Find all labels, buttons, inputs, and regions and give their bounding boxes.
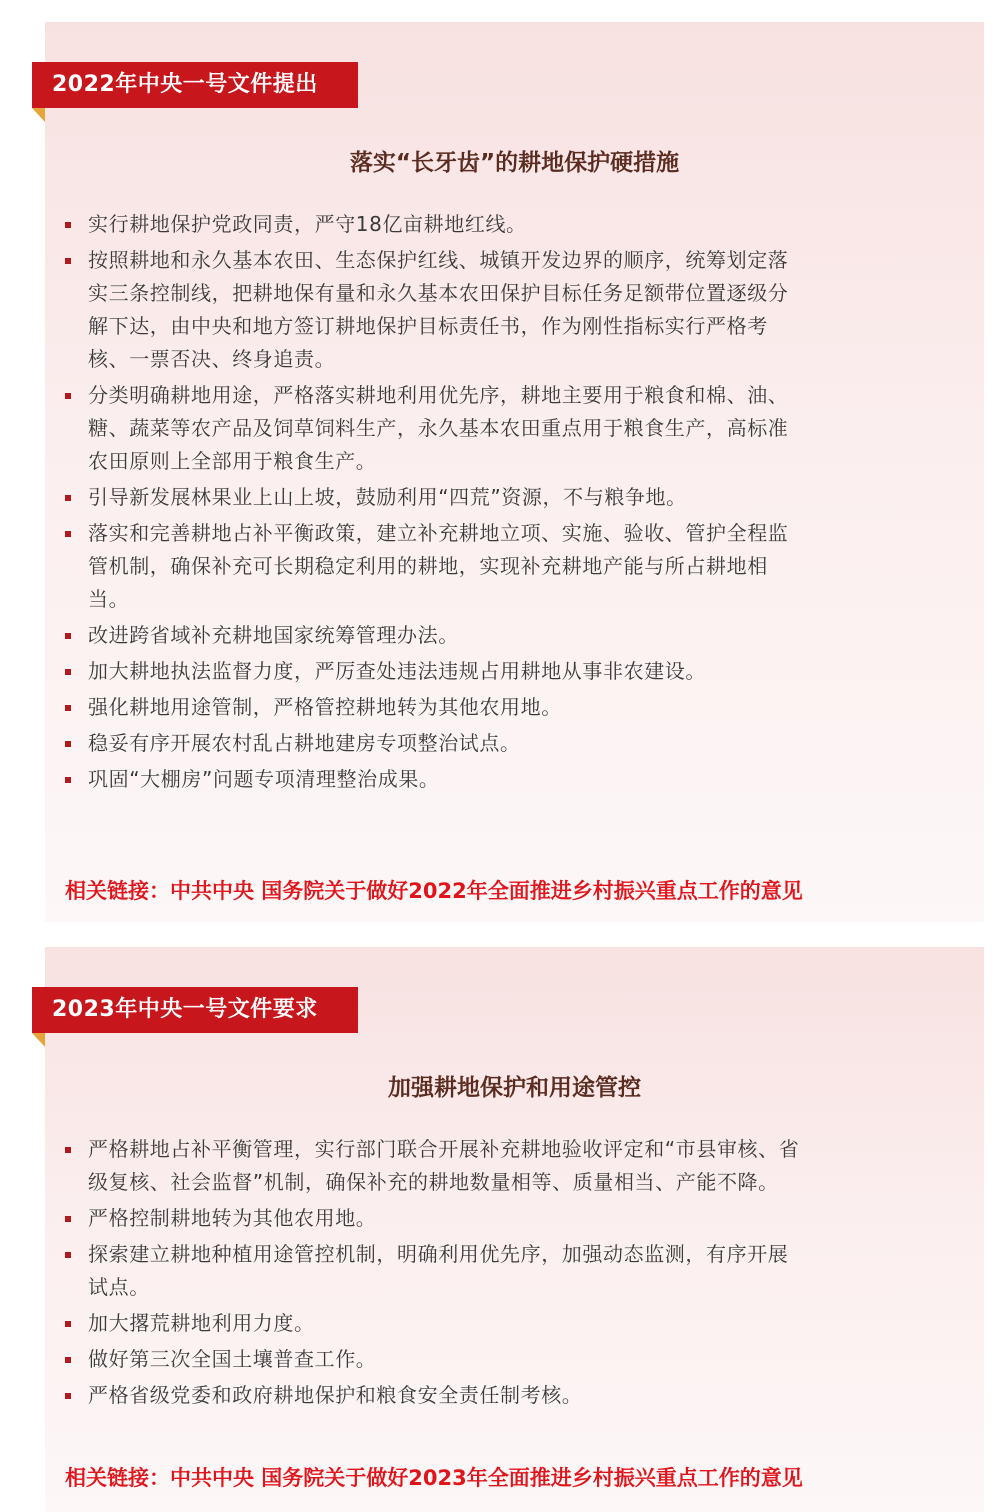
bullet-square-icon <box>65 1357 71 1363</box>
list-item-text: 严格控制耕地转为其他农用地。 <box>88 1206 377 1230</box>
list-item <box>65 655 805 688</box>
list-item-text: 落实和完善耕地占补平衡政策，建立补充耕地立项、实施、验收、管护全程监管机制，确保补充可长期稳定利用的耕地，实现补充耕地产能与所占耕地相当。 <box>88 521 789 611</box>
section-card-2023 <box>45 947 984 1512</box>
list-item <box>65 1238 805 1304</box>
list-item-text: 引导新发展林果业上山上坡，鼓励利用“四荒”资源，不与粮争地。 <box>88 485 687 509</box>
bullet-square-icon <box>65 633 71 639</box>
list-item <box>65 691 805 724</box>
bullet-square-icon <box>65 1216 71 1222</box>
bullet-square-icon <box>65 393 71 399</box>
bullet-square-icon <box>65 705 71 711</box>
list-item-text: 加大撂荒耕地利用力度。 <box>88 1311 315 1335</box>
list-item <box>65 1379 805 1412</box>
bullet-square-icon <box>65 741 71 747</box>
list-item-text: 巩固“大棚房”问题专项清理整治成果。 <box>88 767 440 791</box>
bullet-square-icon <box>65 531 71 537</box>
list-item <box>65 481 805 514</box>
list-item-text: 探索建立耕地种植用途管控机制，明确利用优先序，加强动态监测，有序开展试点。 <box>88 1242 789 1299</box>
list-item <box>65 517 805 616</box>
bullet-square-icon <box>65 222 71 228</box>
list-item-text: 实行耕地保护党政同责，严守18亿亩耕地红线。 <box>88 212 527 236</box>
bullet-square-icon <box>65 495 71 501</box>
bullet-square-icon <box>65 777 71 783</box>
ribbon-fold <box>32 1033 45 1047</box>
section-card-2022 <box>45 22 984 922</box>
list-item-text: 稳妥有序开展农村乱占耕地建房专项整治试点。 <box>88 731 521 755</box>
list-item-text: 强化耕地用途管制，严格管控耕地转为其他农用地。 <box>88 695 562 719</box>
list-item-text: 严格耕地占补平衡管理，实行部门联合开展补充耕地验收评定和“市县审核、省级复核、社会监督”机制，确保补充的耕地数量相等、质量相当、产能不降。 <box>88 1137 800 1194</box>
list-item <box>65 1202 805 1235</box>
measure-list <box>65 1133 805 1415</box>
list-item-text: 严格省级党委和政府耕地保护和粮食安全责任制考核。 <box>88 1383 583 1407</box>
bullet-square-icon <box>65 258 71 264</box>
list-item <box>65 244 805 376</box>
section-title: 落实“长牙齿”的耕地保护硬措施 <box>349 150 680 176</box>
bullet-square-icon <box>65 1252 71 1258</box>
list-item-text: 分类明确耕地用途，严格落实耕地利用优先序，耕地主要用于粮食和棉、油、糖、蔬菜等农产品及饲草饲料生产，永久基本农田重点用于粮食生产，高标准农田原则上全部用于粮食生产。 <box>88 383 789 473</box>
list-item <box>65 727 805 760</box>
list-item <box>65 619 805 652</box>
list-item <box>65 379 805 478</box>
list-item-text: 做好第三次全国土壤普查工作。 <box>88 1347 377 1371</box>
bullet-square-icon <box>65 1393 71 1399</box>
list-item-text: 按照耕地和永久基本农田、生态保护红线、城镇开发边界的顺序，统筹划定落实三条控制线，把耕地保有量和永久基本农田保护目标任务足额带位置逐级分解下达，由中央和地方签订耕地保护目标责任书，作为刚性指标实行严格考核、一票否决、终身追责。 <box>88 248 789 371</box>
section-title: 加强耕地保护和用途管控 <box>388 1075 641 1101</box>
list-item-text: 加大耕地执法监督力度，严厉查处违法违规占用耕地从事非农建设。 <box>88 659 706 683</box>
measure-list <box>65 208 805 799</box>
list-item <box>65 763 805 796</box>
related-link[interactable]: 相关链接：中共中央 国务院关于做好2022年全面推进乡村振兴重点工作的意见 <box>65 879 803 903</box>
list-item <box>65 1307 805 1340</box>
bullet-square-icon <box>65 1321 71 1327</box>
list-item <box>65 1133 805 1199</box>
list-item <box>65 1343 805 1376</box>
list-item <box>65 208 805 241</box>
section-badge: 2022年中央一号文件提出 <box>32 62 358 108</box>
bullet-square-icon <box>65 669 71 675</box>
list-item-text: 改进跨省域补充耕地国家统筹管理办法。 <box>88 623 459 647</box>
ribbon-fold <box>32 108 45 122</box>
section-badge: 2023年中央一号文件要求 <box>32 987 358 1033</box>
bullet-square-icon <box>65 1147 71 1153</box>
related-link[interactable]: 相关链接：中共中央 国务院关于做好2023年全面推进乡村振兴重点工作的意见 <box>65 1466 803 1490</box>
